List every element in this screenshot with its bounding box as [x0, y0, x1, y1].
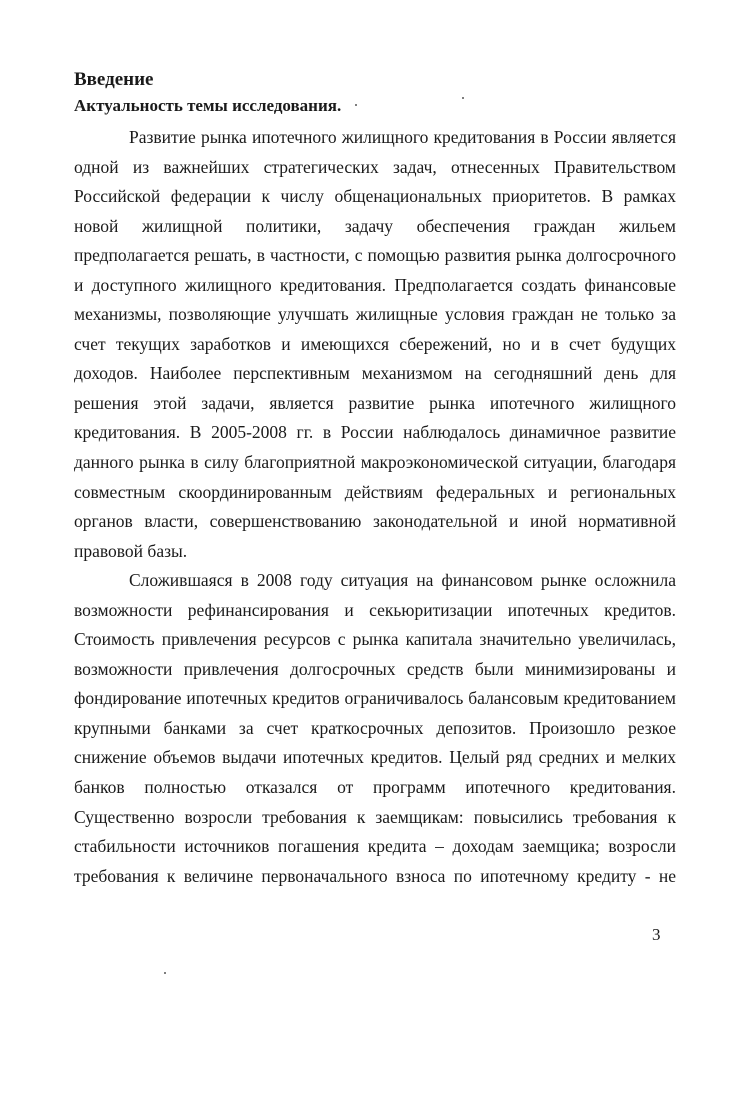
- document-body: [74, 124, 676, 892]
- text-line: фондирование ипотечных кредитов ограничивалось балансовым кредитованием: [74, 688, 676, 709]
- text-line: Развитие рынка ипотечного жилищного кредитования в России является: [129, 127, 676, 147]
- paragraph-1: [74, 124, 676, 567]
- text-line: доходов. Наиболее перспективным механизмом на сегодняшний день для: [74, 363, 676, 384]
- text-line: совместным скоординированным действиям федеральных и региональных: [74, 481, 676, 502]
- text-line: возможности привлечения долгосрочных средств были минимизированы и: [74, 658, 676, 679]
- page-number: 3: [652, 925, 661, 944]
- text-line: предполагается решать, в частности, с помощью развития рынка долгосрочного: [74, 245, 676, 266]
- text-line: решения этой задачи, является развитие рынка ипотечного жилищного: [74, 392, 676, 413]
- text-line: возможности рефинансирования и секьюритизации ипотечных кредитов.: [74, 599, 676, 620]
- text-line: Существенно возросли требования к заемщикам: повысились требования к: [74, 806, 676, 827]
- paragraph-2: [74, 567, 676, 892]
- text-line: органов власти, совершенствованию законодательной и иной нормативной: [74, 511, 676, 532]
- text-line: одной из важнейших стратегических задач, отнесенных Правительством: [74, 156, 676, 177]
- scan-speck: [164, 972, 166, 974]
- scan-speck: [355, 104, 357, 106]
- text-line: данного рынка в силу благоприятной макроэкономической ситуации, благодаря: [74, 452, 676, 473]
- section-subheading: Актуальность темы исследования.: [74, 96, 342, 115]
- text-line: Стоимость привлечения ресурсов с рынка капитала значительно увеличилась,: [74, 629, 676, 650]
- text-line: счет текущих заработков и имеющихся сбережений, но и в счет будущих: [74, 333, 676, 354]
- text-line: новой жилищной политики, задачу обеспечения граждан жильем: [74, 215, 676, 236]
- text-line: и доступного жилищного кредитования. Предполагается создать финансовые: [74, 274, 676, 295]
- text-line: снижение объемов выдачи ипотечных кредитов. Целый ряд средних и мелких: [74, 747, 676, 768]
- text-line: механизмы, позволяющие улучшать жилищные условия граждан не только за: [74, 304, 676, 325]
- scan-speck: [462, 97, 464, 99]
- text-line: стабильности источников погашения кредита – доходам заемщика; возросли: [74, 836, 676, 857]
- text-line: Сложившаяся в 2008 году ситуация на финансовом рынке осложнила: [129, 570, 676, 591]
- text-line: банков полностью отказался от программ ипотечного кредитования.: [74, 777, 676, 798]
- text-line: правовой базы.: [74, 540, 188, 561]
- text-line: Российской федерации к числу общенациональных приоритетов. В рамках: [74, 186, 676, 207]
- text-line: кредитования. В 2005-2008 гг. в России наблюдалось динамичное развитие: [74, 422, 676, 443]
- text-line: требования к величине первоначального взноса по ипотечному кредиту - не: [74, 865, 676, 886]
- section-heading: Введение: [74, 69, 154, 90]
- text-line: крупными банками за счет краткосрочных депозитов. Произошло резкое: [74, 717, 676, 738]
